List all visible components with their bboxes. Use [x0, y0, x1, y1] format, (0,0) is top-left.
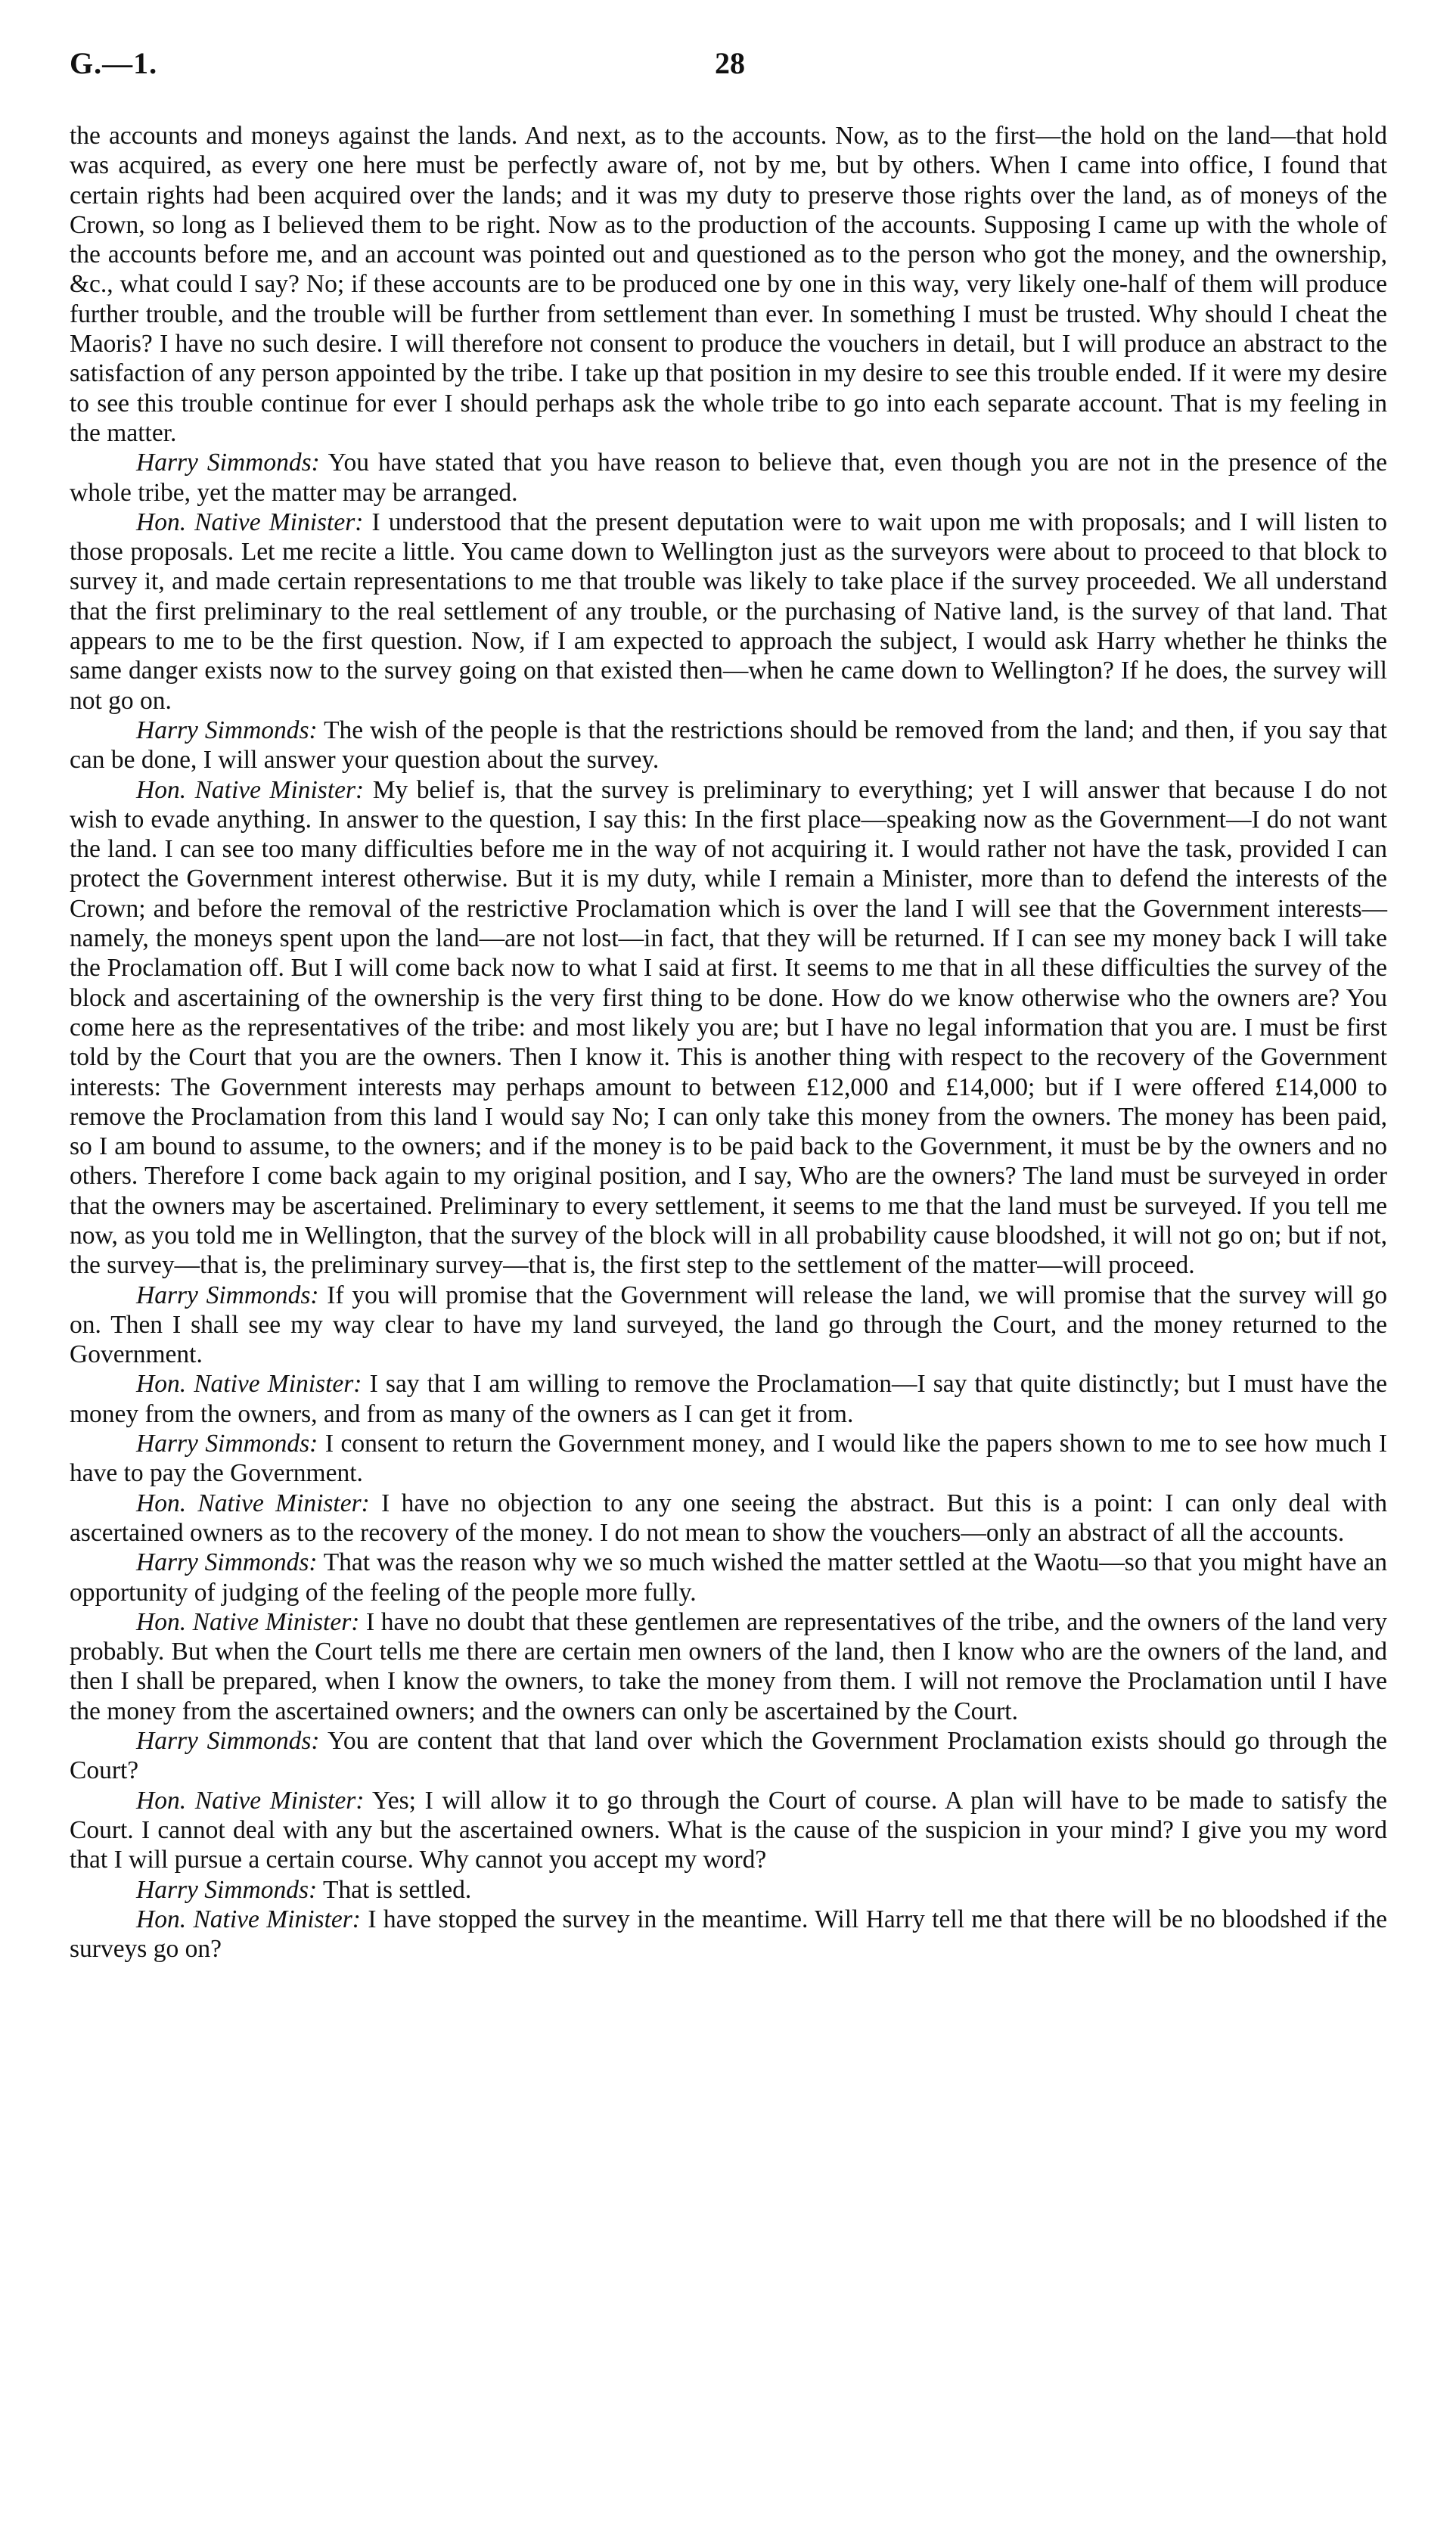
speech-text: That was the reason why we so much wished the matter settled at the Waotu—so that you might have an opportunity of judging of the feeling of the people more fully.	[70, 1548, 1387, 1607]
speech-paragraph	[70, 1786, 1387, 1875]
speech-paragraph	[70, 775, 1387, 1281]
speech-paragraph	[70, 1875, 1387, 1905]
speech-paragraph	[70, 1607, 1387, 1726]
speech-paragraph	[70, 448, 1387, 508]
speech-text: I have no doubt that these gentlemen are representatives of the tribe, and the owners of the land very probably. But when the Court tells me there are certain men owners of the land, then I know who are the owners of the land, and then I shall be prepared, when I know the owners, to take the money from them. I will not remove the Proclamation until I have the money from the ascertained owners; and the owners can only be ascertained by the Court.	[70, 1607, 1387, 1725]
speech-text: If you will promise that the Government will release the land, we will promise that the survey will go on. Then I shall see my way clear to have my land surveyed, the land go through the Court, and the money returned to the Government.	[70, 1281, 1387, 1369]
speech-text: I have stopped the survey in the meantime. Will Harry tell me that there will be no bloodshed if the surveys go on?	[70, 1905, 1387, 1964]
speech-paragraph	[70, 1905, 1387, 1964]
page-number: 28	[715, 46, 745, 80]
speech-paragraph	[70, 1281, 1387, 1370]
speech-text: That is settled.	[322, 1875, 472, 1904]
speech-text: I understood that the present deputation were to wait upon me with proposals; and I will listen to those proposals. Let me recite a little. You came down to Wellington just as the surveyors were about to proceed to that block to survey it, and made certain representations to me that trouble was likely to take place if the survey proceeded. We all understand that the first preliminary to the real settlement of any trouble, or the purchasing of Native land, is the survey of that land. That appears to me to be the first question. Now, if I am expected to approach the subject, I would ask Harry whether he thinks the same danger exists now to the survey going on that existed then—when he came down to Wellington? If he does, the survey will not go on.	[70, 508, 1388, 715]
speaker-name: Harry Simmonds:	[136, 1548, 318, 1577]
speech-text: The wish of the people is that the restrictions should be removed from the land; and then, if you say that can be done, I will answer your question about the survey.	[70, 716, 1387, 775]
page-header	[0, 45, 1456, 83]
speaker-name: Harry Simmonds:	[136, 449, 320, 477]
speaker-name: Hon. Native Minister:	[136, 1905, 361, 1933]
speech-paragraph	[70, 1369, 1387, 1429]
speech-paragraph	[70, 508, 1387, 716]
speech-text: I have no objection to any one seeing the abstract. But this is a point: I can only deal with ascertained owners as to the recovery of the money. I do not mean to show the vouchers—only an abstract of all the accounts.	[70, 1489, 1387, 1547]
speaker-name: Hon. Native Minister:	[136, 1607, 360, 1636]
speech-paragraph	[70, 1726, 1387, 1786]
paragraph-continuation	[70, 121, 1387, 448]
speech-text: Yes; I will allow it to go through the Court of course. A plan will have to be made to satisfy the Court. I cannot deal with any but the ascertained owners. What is the cause of the suspicion in your mind? I give you my word that I will pursue a certain course. Why cannot you accept my word?	[70, 1786, 1387, 1874]
paragraph-text: the accounts and moneys against the lands. And next, as to the accounts. Now, as to the first—the hold on the land—that hold was acquired, as every one here must be perfectly aware of, not by me, but by others. When I came into office, I found that certain rights had been acquired over the lands; and it was my duty to preserve those rights over the land, as of moneys of the Crown, so long as I believed them to be right. Now as to the production of the accounts. Supposing I came up with the whole of the accounts before me, and an account was pointed out and questioned as to the person who got the money, and the ownership, &c., what could I say? No; if these accounts are to be produced one by one in this way, very likely one-half of them will produce further trouble, and the trouble will be further from settlement than ever. In something I must be trusted. Why should I cheat the Maoris? I have no such desire. I will therefore not consent to produce the vouchers in detail, but I will produce an abstract to the satisfaction of any person appointed by the tribe. I take up that position in my desire to see this trouble ended. If it were my desire to see this trouble continue for ever I should perhaps ask the whole tribe to go into each separate account. That is my feeling in the matter.	[70, 122, 1387, 447]
document-reference: G.—1.	[70, 46, 158, 80]
speaker-name: Harry Simmonds:	[136, 1430, 318, 1458]
speaker-name: Harry Simmonds:	[136, 1875, 318, 1904]
speech-paragraph	[70, 1489, 1387, 1548]
speech-paragraph	[70, 1548, 1387, 1607]
speech-text: You have stated that you have reason to believe that, even though you are not in the presence of the whole tribe, yet the matter may be arranged.	[70, 449, 1387, 507]
speaker-name: Hon. Native Minister:	[136, 775, 365, 804]
speech-text: I consent to return the Government money, and I would like the papers shown to me to see how much I have to pay the Government.	[70, 1430, 1387, 1488]
speech-text: You are content that that land over which the Government Proclamation exists should go through the Court?	[70, 1727, 1387, 1785]
speech-text: I say that I am willing to remove the Proclamation—I say that quite distinctly; but I must have the money from the owners, and from as many of the owners as I can get it from.	[70, 1370, 1387, 1428]
speech-paragraph	[70, 1429, 1387, 1489]
page-body	[70, 121, 1387, 1964]
speech-text: My belief is, that the survey is preliminary to everything; yet I will answer that because I do not wish to evade anything. In answer to the question, I say this: In the first place—speaking now as the Government—I do not want the land. I can see too many difficulties before me in the way of not acquiring it. I would rather not have the task, provided I can protect the Government interest otherwise. But it is my duty, while I remain a Minister, more than to defend the interests of the Crown; and before the removal of the restrictive Proclamation which is over the land I will see that the Government interests—namely, the moneys spent upon the land—are not lost—in fact, that they will be returned. If I can see my money back I will take the Proclamation off. But I will come back now to what I said at first. It seems to me that in all these difficulties the survey of the block and ascertaining of the ownership is the very first thing to be done. How do we know otherwise who the owners are? You come here as the representatives of the tribe: and most likely you are; but I have no legal information that you are. I must be first told by the Court that you are the owners. Then I know it. This is another thing with respect to the recovery of the Government interests: The Government interests may perhaps amount to between £12,000 and £14,000; but if I were offered £14,000 to remove the Proclamation from this land I would say No; I can only take this money from the owners. The money has been paid, so I am bound to assume, to the owners; and if the money is to be paid back to the Government, it must be by the owners and no others. Therefore I come back again to my original position, and I say, Who are the owners? The land must be surveyed in order that the owners may be ascertained. Preliminary to every settlement, it seems to me that the land must be surveyed. If you tell me now, as you told me in Wellington, that the survey of the block will in all probability cause bloodshed, it will not go on; but if not, the survey—that is, the preliminary survey—that is, the first step to the settlement of the matter—will proceed.	[70, 775, 1387, 1280]
speaker-name: Hon. Native Minister:	[136, 1370, 362, 1399]
speaker-name: Hon. Native Minister:	[136, 1786, 365, 1815]
speaker-name: Harry Simmonds:	[136, 1727, 320, 1756]
speaker-name: Harry Simmonds:	[136, 1281, 319, 1309]
speech-paragraph	[70, 716, 1387, 775]
speaker-name: Harry Simmonds:	[136, 716, 318, 744]
speaker-name: Hon. Native Minister:	[136, 1489, 370, 1517]
speaker-name: Hon. Native Minister:	[136, 508, 364, 536]
